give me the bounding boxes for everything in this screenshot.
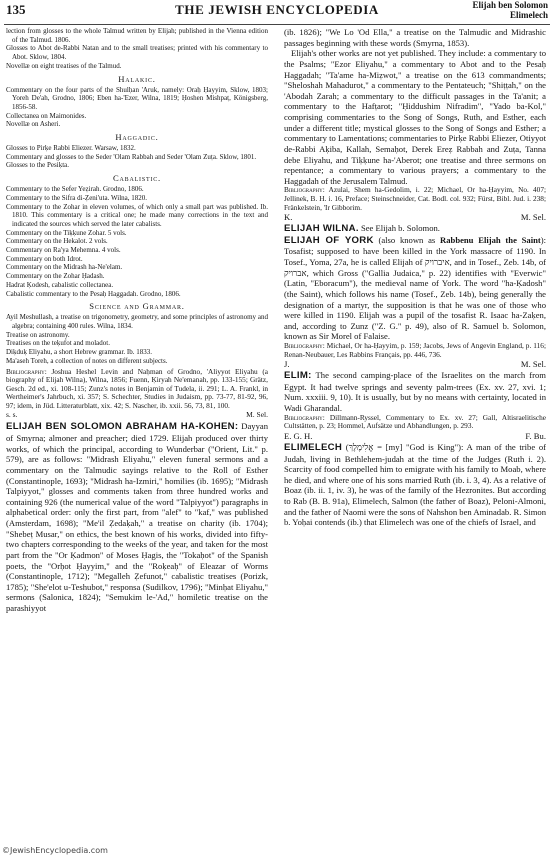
bibliography: [284, 414, 546, 431]
copyright-credit: ©JewishEncyclopedia.com: [2, 846, 108, 855]
list-item: Diḳduḳ Eliyahu, a short Hebrew grammar. Ib. 1833.: [6, 348, 152, 357]
page-number: 135: [6, 2, 26, 17]
list-item: Glosses to Pirḳe Rabbi Eliezer. Warsaw, 1832.: [6, 144, 136, 153]
bibliography: [284, 186, 546, 212]
article-elijah-wilna: [284, 223, 546, 235]
bibliography: [6, 368, 268, 411]
list-item: Commentary to the Sifra di-Ẓeni'uta. Wilna, 1820.: [6, 193, 148, 202]
list-item: Ayil Meshullash, a treatise on trigonometry, geometry, and some principles of astronomy and algebra; containing 400 rules. Wilna, 1834.: [6, 313, 268, 330]
list-item: Commentary on Ra'ya Mehemna. 4 vols.: [6, 246, 121, 255]
list-item: Commentary and glosses to the Seder 'Olam Rabbah and Seder 'Olam Zuṭa. Sklow, 1801.: [6, 152, 257, 161]
signature-left: s. s.: [6, 410, 18, 420]
signature-right: M. Sel.: [520, 212, 546, 223]
article-elim: [284, 370, 546, 414]
left-column: [6, 27, 268, 841]
entry-heading: ELIJAH WILNA.: [284, 223, 359, 235]
running-head: [472, 0, 548, 20]
list-item: Commentary to the Sefer Yeẓirah. Grodno, 1806.: [6, 185, 144, 194]
entry-text: Dayyan of Smyrna; almoner and preacher; died 1729. Elijah produced over thirty works, of which the principal, according to Wunderbar ("Orient, Lit." p. 579), are as follows: "Midrash Eliyahu," eleven funeral sermons and a commentary on the Talmudic sayings relative to the Roll of Esther (Constantinople, 1693); "Midrash ha-Izmiri," homilies (ib. 1695); "Midrash Talpiyyot," glosses and comments taken from three hundred works and containing 926 (the numerical value of the word "Talpiyyot") paragraphs in alphabetical order: only the first part, from "alef" to "kaf," was published (Amsterdam, 1698); "Me'il Ẓedaḳah," a treatise on charity (ib. 1704); "Shebeṭ Musar," on ethics, the best known of his works, divided into fifty-two chapters corresponding to the weeks of the year, and taken for the most part from the "Or Ḳadmon" of Moses Ḥagis, the "Tokaḥot" of the Spanish poets, the "Orḥot Ḥayyim," and the "Roḳeaḥ" of Eleazar of Worms (Constantinople, 1712); "Megalleh Ẓefunot," cabalistic treatises (Porizk, 1785); "She'elot u-Teshubot," responsa (Sudilkov, 1796); "Minḥat Eliyahu," sermons (Salonica, 1824); "Semukim le-'Ad," homiletic treatise on the parashiyyot: [6, 421, 268, 614]
bibliography-label: Bibliography:: [284, 185, 325, 195]
list-item: Cabalistic commentary to the Pesaḥ Haggadah. Grodno, 1806.: [6, 289, 181, 298]
list-item: Commentary on the Hekalot. 2 vols.: [6, 237, 108, 246]
entry-text: See Elijah b. Solomon.: [358, 223, 440, 234]
signature-line: [284, 212, 546, 222]
list-item: Commentary on the Tiḳḳune Zohar. 5 vols.: [6, 228, 127, 237]
list-item: Hadrat Ḳodesh, cabalistic collectanea.: [6, 280, 114, 289]
list-item: lection from glosses to the whole Talmud written by Elijah; published in the Vienna edition of the Talmud. 1806.: [6, 27, 268, 44]
entry-text: (אֱלִימֶלֶךְ = [my] "God is King"): A man of the tribe of Judah, living in Bethlehem-judah at the time of the Judges (Ruth i. 2). Scarcity of food compelled him to emigrate with his family to Moab, where he died, and where one of his sons married Ruth (ib. i. 3, 4). As a relative of Boaz (ib. ii. 1, iv. 3), he was of the family of the Hezronites. But according to Rab (B. B. 91a), Elimelech, Salmon (the father of Boaz), Peloni-Almoni, and the father of Naomi were the sons of Nahshon ben Aminadab. R. Simon b. Yoḥai contends (ib.) that Elimelech was one of the chiefs of Israel, and: [284, 441, 546, 528]
entry-text: ): Tosafist; supposed to have been killed in the York massacre of 1190. In Tosef., Yoma, 27a, he is called Elijah of איברויק, and in Tosef., Zeb. 14b, of אברויק, which Gross ("Gallia Judaica," p. 22) identifies with "Everwic" (Latin, "Eboracum"), the medieval name of York. The word "ha-Ḳadosh" (the Saint), which follows his name (Tosef., Zeb. 14b), being generally the designation of a martyr, the supposition is that he was one of those who were killed in 1190. Elijah was a pupil of the tosafist R. Isaac ha-Zaḳen, and, according to Zunz ("Z. G." p. 49), also of R. Samuel b. Solomon, known as Sir Morel of Falaise.: [284, 234, 546, 342]
entry-heading: ELIMELECH: [284, 441, 343, 453]
bibliography-label: Bibliography:: [284, 341, 325, 351]
bibliography-label: Bibliography:: [284, 412, 325, 422]
entry-text: (also known as: [373, 234, 441, 245]
section-heading-cabalistic: Cabalistic.: [112, 173, 161, 184]
article-elijah-ben-solomon-abraham: [6, 421, 268, 613]
article-continuation: (ib. 1826); "We Lo 'Od Ella," a treatise on the Talmudic and Midrashic passages beginning with these words (Smyrna, 1853).: [284, 27, 546, 48]
page-header: [4, 0, 550, 25]
right-column: [284, 27, 546, 841]
signature-line: [6, 410, 268, 420]
running-head-line2: Elimelech: [510, 10, 548, 20]
section-heading-halakic: Halakic.: [118, 73, 156, 84]
list-item: Ma'aseh Toreh, a collection of notes on different subjects.: [6, 356, 168, 365]
entry-text: The second camping-place of the Israelites on the march from Egypt. It had twelve springs and seventy palm-trees (Ex. xv. 27, xvi. 1; Num. xxxiii. 9, 10). It is usually, but by no means with certainty, located in Wadi Gharandal.: [284, 370, 546, 414]
article-paragraph: Elijah's other works are not yet published. They include: a commentary to the Psalms; "Ezor Eliyahu," a commentary to Abot and to the Pesaḥ Haggadah; "Ta'ame ha-Miẓwot," a treatise on the 613 commandments; "Sheloshah Mahadurot," a commentary to the Pentateuch; "Shiṭṭah," on the 'Abodah Zarah; a commentary to the difficult passages in the Ta'anit; a commentary to the Hafṭarot; "Ḥiddushim Nifradim", "Yado ba-Kol," comprising commentaries to the Song of Songs, Ruth, and Esther, each under a different title; mystical glosses to the Song of Songs and Esther; a commentary to Lamentations; commentaries to Pirḳe Rabbi Eliezer, Otiyyot de-Rabbi Aḳiba, Kallah, Semaḥot, Derek Ereẓ Rabbah and Zuṭa, Tanna debe Eliyahu, and Tiḳḳune ha-'Aberot; one treatise and three sermons on repentance; a commentary to various prayers; a commentary to the Haggadah of the Jerusalem Talmud.: [284, 48, 546, 186]
signature-line: [284, 359, 546, 369]
running-head-line1: Elijah ben Solomon: [472, 0, 548, 10]
signature-left: E. G. H.: [284, 430, 313, 441]
article-elimelech: [284, 442, 546, 528]
list-item: Commentary on the Zohar Ḥadash.: [6, 272, 105, 281]
bibliography-text: Joshua Heshel Levin and Naḥman of Grodno, 'Aliyyot Eliyahu (a biography of Elijah Wilna), Wilna, 1856; Fuenn, Ḳiryah Ne'emanah, pp. 133-155; Grätz, Gesch. 2d ed., xi. 108-115; Zunz's notes in Benjamin of Tudela, ii. 291; L. A. Frankl, in Wertheimer's Jahrbuch, xi. 357; S. Schechter, Studies in Judaism, pp. 73-77, 81-92, 96, 97; idem, in Jüd. Litteraturblatt, xix. 42; S. Nascher, ib. xxii. 56, 73, 81, 100.: [6, 366, 268, 410]
list-item: Treatises on the teḳufot and moladot.: [6, 339, 110, 348]
section-heading-science: Science and Grammar.: [89, 301, 185, 312]
signature-left: K.: [284, 212, 293, 223]
list-item: Novellæ on eight treatises of the Talmud.: [6, 61, 122, 70]
signature-right: F. Bu.: [525, 430, 546, 441]
running-title: THE JEWISH ENCYCLOPEDIA: [175, 2, 379, 17]
bibliography-text: Michael, Or ha-Ḥayyim, p. 159; Jacobs, Jews of Angevin England, p. 116; Renan-Neubauer, Les Rabbins Français, pp. 446, 736.: [284, 341, 546, 359]
list-item: Novellæ on Asheri.: [6, 120, 61, 129]
section-heading-haggadic: Haggadic.: [115, 132, 159, 143]
signature-left: J.: [284, 359, 290, 370]
entry-heading: ELIJAH OF YORK: [284, 234, 374, 246]
list-item: Commentary to the Zohar in eleven volumes, of which only a small part was published. Ib. 1810. This commentary is a critical one; he made many corrections in the text and indicated the sources which served the later cabalists.: [6, 202, 268, 228]
article-elijah-of-york: [284, 235, 546, 342]
signature-right: M. Sel.: [520, 359, 546, 370]
bibliography-text: Azulai, Shem ha-Gedolim, i. 22; Michael, Or ha-Ḥayyim, No. 407; Jellinek, B. H. i. 16, Preface; Steinschneider, Cat. Bodl. col. 932; Fürst, Bibl. Jud. i. 238; Fränkelstein, 'Ir Gibborim.: [284, 185, 546, 212]
entry-heading: ELIM:: [284, 370, 312, 382]
bibliography-text: Dillmann-Ryssel, Commentary to Ex. xv. 27; Gall, Altisraelitische Cultstätten, p. 23; Hommel, Aufsätze und Abhandlungen, p. 293.: [284, 412, 546, 431]
list-item: Commentary on the four parts of the Shulḥan 'Aruk, namely: Oraḥ Ḥayyim, Sklow, 1803; Yoreh De'ah, Grodno, 1806; Eben ha-'Ezer, Wilna, 1819; Ḥoshen Mishpaṭ, Königsberg, 1856-58.: [6, 85, 268, 111]
list-item: Commentary on both Idrot.: [6, 254, 83, 263]
list-item: Collectanea on Maimonides.: [6, 111, 87, 120]
bibliography: [284, 342, 546, 359]
list-item: Glosses to Abot de-Rabbi Natan and to the small treatises; printed with his commentary to Abot. Sklow, 1804.: [6, 44, 268, 62]
bibliography-label: Bibliography:: [6, 366, 47, 376]
entry-alias: Rabbenu Elijah the Saint: [440, 234, 541, 245]
list-item: Glosses to the Pesiḳta.: [6, 161, 69, 170]
signature-right: M. Sel.: [246, 410, 268, 420]
list-item: Commentary on the Midrash ha-Ne'elam.: [6, 263, 123, 272]
signature-line: [284, 431, 546, 441]
list-item: Treatise on astronomy.: [6, 330, 70, 339]
entry-heading: ELIJAH BEN SOLOMON ABRAHAM HA-KOHEN:: [6, 421, 239, 433]
